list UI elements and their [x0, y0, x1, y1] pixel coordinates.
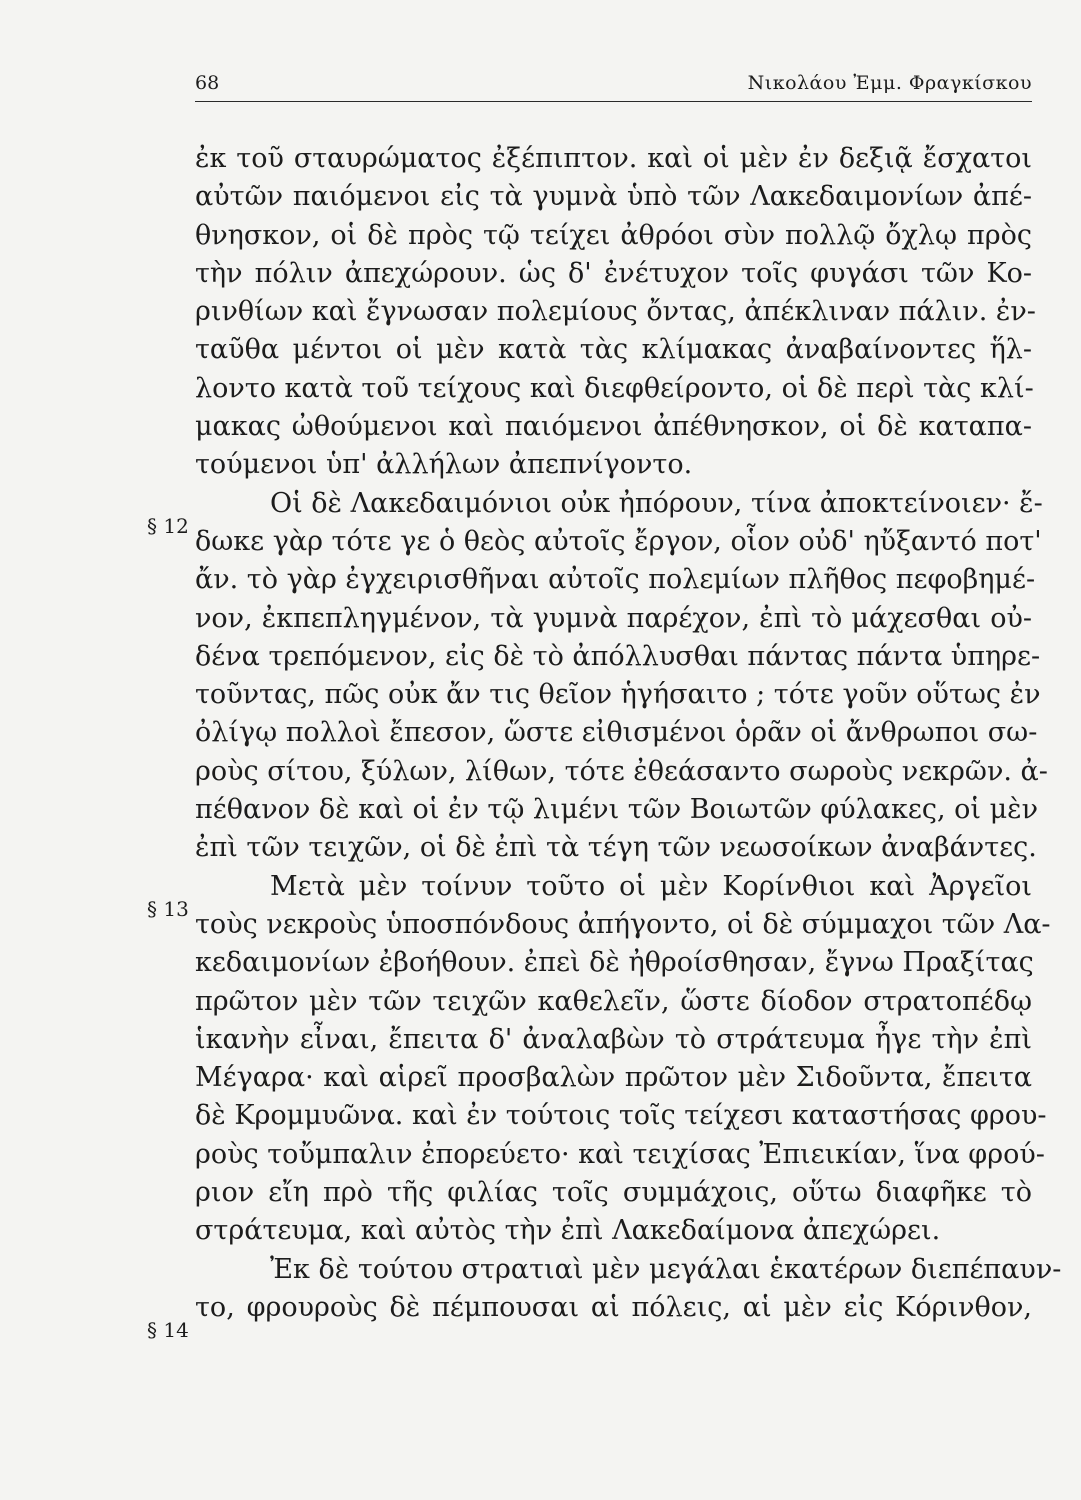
text-line: θνησκον, οἱ δὲ πρὸς τῷ τείχει ἀθρόοι σὺν πολλῷ ὄχλῳ πρὸς [195, 219, 1032, 251]
text-line: τοῦντας, πῶς οὐκ ἄν τις θεῖον ἡγήσαιτο ; τότε γοῦν οὕτως ἐν [195, 679, 1041, 711]
text-line: ριον εἴη πρὸ τῆς φιλίας τοῖς συμμάχοις, οὕτω διαφῆκε τὸ [195, 1177, 1032, 1209]
text-line: το, φρουροὺς δὲ πέμπουσαι αἱ πόλεις, αἱ μὲν εἰς Κόρινθον, [195, 1291, 1032, 1323]
text-line: ροὺς σίτου, ξύλων, λίθων, τότε ἐθεάσαντο σωροὺς νεκρῶν. ἀ- [195, 755, 1048, 787]
text-line: ἐπὶ τῶν τειχῶν, οἱ δὲ ἐπὶ τὰ τέγη τῶν νεωσοίκων ἀναβάντες. [195, 832, 1037, 864]
text-line: κεδαιμονίων ἐβοήθουν. ἐπεὶ δὲ ἠθροίσθησαν, ἔγνω Πραξίτας [195, 947, 1034, 979]
text-line: τούμενοι ὑπ' ἀλλήλων ἀπεπνίγοντο. [195, 449, 693, 481]
text-line: δωκε γὰρ τότε γε ὁ θεὸς αὐτοῖς ἔργον, οἷον οὐδ' ηὔξαντό ποτ' [195, 525, 1042, 557]
header-rule [195, 101, 1032, 102]
text-line: ροὺς τοὔμπαλιν ἐπορεύετο· καὶ τειχίσας Ἐπιεικίαν, ἵνα φρού- [195, 1138, 1045, 1170]
body-text [195, 140, 1062, 1327]
text-line: μακας ὠθούμενοι καὶ παιόμενοι ἀπέθνησκον, οἱ δὲ καταπα- [195, 411, 1032, 443]
text-line: Μετὰ μὲν τοίνυν τοῦτο οἱ μὲν Κορίνθιοι καὶ Ἀργεῖοι [270, 870, 1032, 902]
page-number: 68 [195, 72, 220, 94]
text-line: Οἱ δὲ Λακεδαιμόνιοι οὐκ ἠπόρουν, τίνα ἀποκτείνοιεν· ἔ- [270, 487, 1043, 519]
text-line: στράτευμα, καὶ αὐτὸς τὴν ἐπὶ Λακεδαίμονα ἀπεχώρει. [195, 1215, 941, 1247]
text-line: ρινθίων καὶ ἔγνωσαν πολεμίους ὄντας, ἀπέκλιναν πάλιν. ἐν- [195, 296, 1036, 328]
page-header [195, 72, 1032, 100]
text-line: λοντο κατὰ τοῦ τείχους καὶ διεφθείροντο, οἱ δὲ περὶ τὰς κλί- [195, 372, 1034, 404]
text-line: δένα τρεπόμενον, εἰς δὲ τὸ ἀπόλλυσθαι πάντας πάντα ὑπηρε- [195, 640, 1041, 672]
text-line: πρῶτον μὲν τῶν τειχῶν καθελεῖν, ὥστε δίοδον στρατοπέδῳ [195, 985, 1032, 1017]
text-line: ἐκ τοῦ σταυρώματος ἐξέπιπτον. καὶ οἱ μὲν ἐν δεξιᾷ ἔσχατοι [195, 143, 1032, 174]
text-line: τὴν πόλιν ἀπεχώρουν. ὡς δ' ἐνέτυχον τοῖς φυγάσι τῶν Κο- [195, 257, 1032, 289]
text-line: Μέγαρα· καὶ αἱρεῖ προσβαλὼν πρῶτον μὲν Σιδοῦντα, ἔπειτα [195, 1062, 1032, 1094]
text-line: Ἐκ δὲ τούτου στρατιαὶ μὲν μεγάλαι ἑκατέρων διεπέπαυν- [270, 1253, 1062, 1285]
section-mark-12: § 12 [147, 514, 189, 538]
section-mark-14: § 14 [147, 1318, 189, 1342]
text-line: ἄν. τὸ γὰρ ἐγχειρισθῆναι αὐτοῖς πολεμίων πλῆθος πεφοβημέ- [195, 564, 1036, 596]
text-line: δὲ Κρομμυῶνα. καὶ ἐν τούτοις τοῖς τείχεσι καταστήσας φρου- [195, 1100, 1047, 1132]
text-line: ὀλίγῳ πολλοὶ ἔπεσον, ὥστε εἰθισμένοι ὁρᾶν οἱ ἄνθρωποι σω- [195, 717, 1038, 749]
text-line: τοὺς νεκροὺς ὑποσπόνδους ἀπήγοντο, οἱ δὲ σύμμαχοι τῶν Λα- [195, 908, 1051, 940]
text-line: ταῦθα μέντοι οἱ μὲν κατὰ τὰς κλίμακας ἀναβαίνοντες ἥλ- [195, 334, 1032, 366]
text-line: αὐτῶν παιόμενοι εἰς τὰ γυμνὰ ὑπὸ τῶν Λακεδαιμονίων ἀπέ- [195, 181, 1032, 213]
running-head: Νικολάου Ἐμμ. Φραγκίσκου [747, 72, 1032, 94]
text-line: πέθανον δὲ καὶ οἱ ἐν τῷ λιμένι τῶν Βοιωτῶν φύλακες, οἱ μὲν [195, 794, 1039, 826]
section-mark-13: § 13 [147, 897, 189, 921]
text-line: νον, ἐκπεπληγμένον, τὰ γυμνὰ παρέχον, ἐπὶ τὸ μάχεσθαι οὐ- [195, 602, 1032, 634]
text-line: ἱκανὴν εἶναι, ἔπειτα δ' ἀναλαβὼν τὸ στράτευμα ἦγε τὴν ἐπὶ [195, 1023, 1032, 1055]
